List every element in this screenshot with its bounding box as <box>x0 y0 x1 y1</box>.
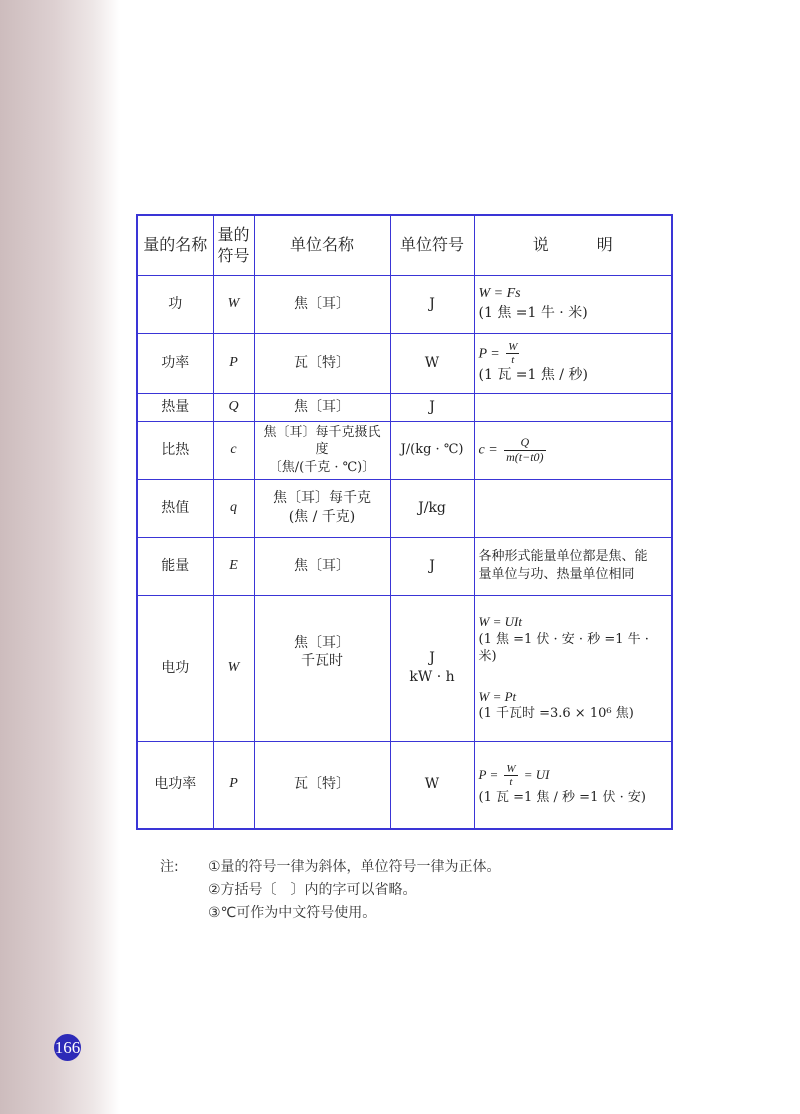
header-quantity-symbol: 量的符号 <box>213 215 254 275</box>
fraction-denominator: t <box>511 354 515 367</box>
unit-symbol: J/(kg · ℃) <box>390 421 474 479</box>
formula <box>479 763 668 788</box>
unit-name-line: 焦〔耳〕每千克摄氏度 <box>263 424 381 458</box>
formula-lhs: P = <box>478 767 499 783</box>
header-unit-symbol: 单位符号 <box>390 215 474 275</box>
description <box>474 537 672 595</box>
unit-name-line: (焦 / 千克) <box>288 509 356 525</box>
description <box>474 741 672 829</box>
formula-lhs: P = <box>478 346 500 362</box>
unit-symbol: J <box>390 275 474 333</box>
footnote-label: 注: <box>160 859 179 875</box>
table-row <box>137 595 672 741</box>
quantity-name: 功 <box>137 275 213 333</box>
relation: (1 焦 =1 伏 · 安 · 秒 =1 牛 · 米) <box>478 631 649 665</box>
fraction-numerator: Q <box>504 436 545 450</box>
table-row <box>137 537 672 595</box>
footnote-item: ①量的符号一律为斜体，单位符号一律为正体。 <box>208 859 501 875</box>
quantity-symbol: P <box>213 333 254 393</box>
unit-symbol: J/kg <box>390 479 474 537</box>
unit-symbol: J <box>390 537 474 595</box>
relation: (1 瓦 =1 焦 / 秒) <box>478 367 588 384</box>
header-description: 说 明 <box>474 215 672 275</box>
quantity-symbol: W <box>213 595 254 741</box>
quantity-name: 功率 <box>137 333 213 393</box>
fraction <box>504 763 517 788</box>
description-line: 量单位与功、热量单位相同 <box>478 567 635 582</box>
relation: (1 瓦 =1 焦 / 秒 =1 伏 · 安) <box>478 789 646 805</box>
description <box>474 333 672 393</box>
quantity-symbol: c <box>213 421 254 479</box>
unit-symbol <box>390 595 474 741</box>
unit-name: 焦〔耳〕 <box>254 393 390 421</box>
page-side-band <box>0 0 120 1114</box>
quantity-name: 热值 <box>137 479 213 537</box>
unit-name <box>254 421 390 479</box>
formula <box>479 341 668 366</box>
table-row <box>137 421 672 479</box>
unit-name-line: 千瓦时 <box>301 653 343 670</box>
fraction <box>504 436 545 463</box>
unit-symbol: W <box>390 741 474 829</box>
unit-name: 瓦〔特〕 <box>254 741 390 829</box>
quantity-name: 电功率 <box>137 741 213 829</box>
unit-name-line: 焦〔耳〕 <box>294 634 350 651</box>
formula-rhs: = UI <box>523 767 550 783</box>
header-quantity-name: 量的名称 <box>137 215 213 275</box>
quantity-symbol: W <box>213 275 254 333</box>
unit-symbol: W <box>390 333 474 393</box>
fraction-denominator: t <box>509 776 513 789</box>
quantity-name: 电功 <box>137 595 213 741</box>
unit-name-line: 焦〔耳〕每千克 <box>273 490 371 507</box>
unit-name <box>254 595 390 741</box>
fraction <box>506 341 519 366</box>
table-row <box>137 393 672 421</box>
table-row <box>137 479 672 537</box>
fraction-numerator: W <box>508 340 518 353</box>
description <box>474 275 672 333</box>
unit-symbol-line: J <box>429 650 435 667</box>
page-number-badge: 166 <box>54 1034 81 1061</box>
quantity-name: 比热 <box>137 421 213 479</box>
unit-name: 瓦〔特〕 <box>254 333 390 393</box>
unit-name: 焦〔耳〕 <box>254 275 390 333</box>
formula: W = Fs <box>478 286 521 302</box>
description <box>474 393 672 421</box>
table-row <box>137 741 672 829</box>
units-table <box>136 214 673 830</box>
quantity-symbol: q <box>213 479 254 537</box>
description-line: 各种形式能量单位都是焦、能 <box>478 549 648 565</box>
quantity-symbol: P <box>213 741 254 829</box>
quantity-name: 热量 <box>137 393 213 421</box>
description <box>474 479 672 537</box>
quantity-symbol: E <box>213 537 254 595</box>
formula: W = UIt <box>478 614 522 630</box>
quantity-name: 能量 <box>137 537 213 595</box>
relation: (1 焦 =1 牛 · 米) <box>478 305 588 321</box>
unit-name: 焦〔耳〕 <box>254 537 390 595</box>
fraction-denominator: m(t−t0) <box>506 449 544 464</box>
footnote-item: ②方括号〔 〕内的字可以省略。 <box>208 882 417 898</box>
table-row <box>137 275 672 333</box>
unit-name-line: 〔焦/(千克 · ℃)〕 <box>268 459 376 475</box>
table-row <box>137 333 672 393</box>
formula: W = Pt <box>478 688 517 704</box>
fraction-numerator: W <box>506 763 516 776</box>
formula-lhs: c = <box>478 443 498 458</box>
unit-symbol-line: kW · h <box>409 669 455 685</box>
table-header-row <box>137 215 672 275</box>
quantity-symbol: Q <box>213 393 254 421</box>
footnote-item: ③℃可作为中文符号使用。 <box>208 905 377 921</box>
unit-symbol: J <box>390 393 474 421</box>
relation: (1 千瓦时 =3.6 × 10⁶ 焦) <box>478 706 634 722</box>
unit-name <box>254 479 390 537</box>
description <box>474 421 672 479</box>
header-unit-name: 单位名称 <box>254 215 390 275</box>
footnotes <box>160 856 501 925</box>
description <box>474 595 672 741</box>
footnote-line <box>160 856 501 879</box>
